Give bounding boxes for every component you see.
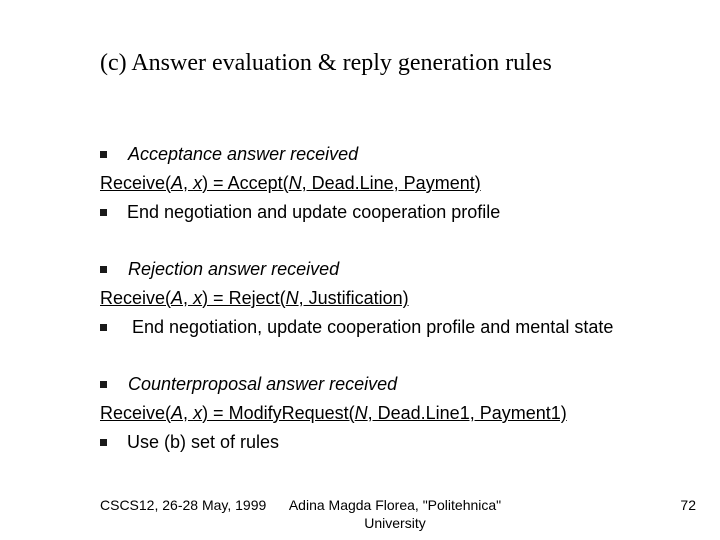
slide-title: (c) Answer evaluation & reply generation rules: [100, 50, 552, 76]
bullet-heading: [100, 140, 500, 169]
bullet-heading: [100, 370, 567, 399]
rule-block-acceptance: [100, 140, 500, 227]
footer-author: Adina Magda Florea, "Politehnica" University: [288, 497, 502, 531]
square-bullet-icon: [100, 266, 107, 273]
action-text: End negotiation and update cooperation profile: [127, 202, 501, 222]
rule-formula: Receive(A, x) = ModifyRequest(N, Dead.Line1, Payment1): [100, 403, 567, 423]
heading-text: Counterproposal answer received: [128, 374, 398, 394]
page-number: 72: [680, 497, 696, 513]
heading-text: Rejection answer received: [128, 259, 340, 279]
action-text: Use (b) set of rules: [127, 432, 280, 452]
rule-formula: Receive(A, x) = Reject(N, Justification): [100, 288, 409, 308]
action-text: End negotiation, update cooperation profile and mental state: [127, 317, 614, 337]
square-bullet-icon: [100, 209, 107, 216]
bullet-heading: [100, 255, 613, 284]
sub-bullet-action: [100, 198, 500, 227]
sub-bullet-action: [100, 428, 567, 457]
rule-block-rejection: [100, 255, 613, 342]
sub-bullet-action: [100, 313, 613, 342]
square-bullet-icon: [100, 439, 107, 446]
footer-conference: CSCS12, 26-28 May, 1999: [100, 497, 267, 513]
heading-text: Acceptance answer received: [128, 144, 359, 164]
square-bullet-icon: [100, 381, 107, 388]
rule-block-counterproposal: [100, 370, 567, 457]
square-bullet-icon: [100, 324, 107, 331]
rule-formula: Receive(A, x) = Accept(N, Dead.Line, Payment): [100, 173, 481, 193]
square-bullet-icon: [100, 151, 107, 158]
